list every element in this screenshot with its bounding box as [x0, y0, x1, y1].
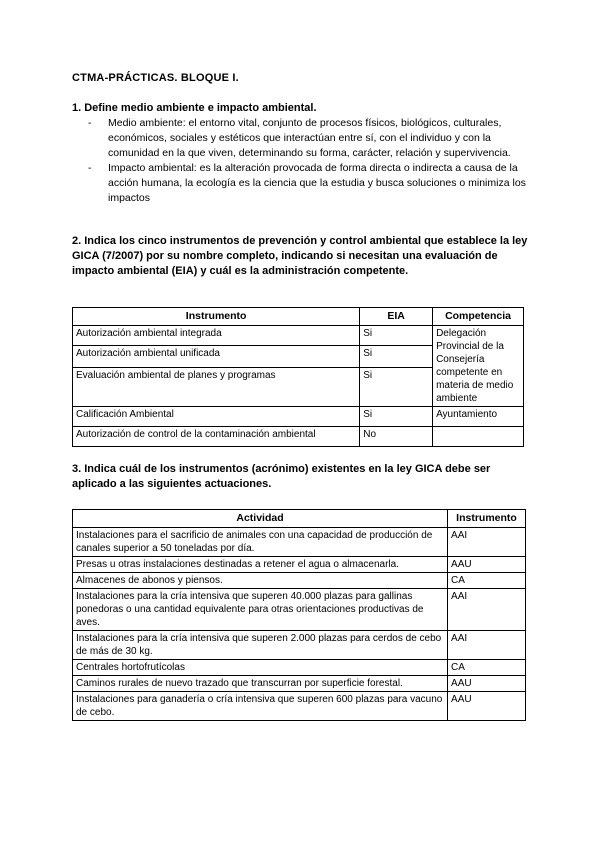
table-cell: Caminos rurales de nuevo trazado que transcurran por superficie forestal. [73, 676, 448, 692]
table-cell: AAU [448, 692, 526, 721]
table-cell: Autorización ambiental unificada [73, 346, 360, 368]
column-header: Instrumento [448, 510, 526, 528]
table-row [73, 676, 526, 692]
column-header: EIA [360, 308, 433, 326]
table-cell: AAU [448, 557, 526, 573]
table-row [73, 407, 524, 427]
actividades-table [72, 509, 526, 721]
table-cell: AAI [448, 589, 526, 631]
question-1-heading: 1. Define medio ambiente e impacto ambiental. [72, 102, 317, 114]
table-row [73, 660, 526, 676]
instrumentos-table [72, 307, 524, 447]
answer-text: Medio ambiente: el entorno vital, conjunto de procesos físicos, biológicos, culturales, económicos, sociales y estéticos que interactúan entre sí, con el individuo y con la comunidad en la que viven, determinando su forma, carácter, relación y supervivencia. [108, 117, 511, 159]
table-cell: AAI [448, 528, 526, 557]
table-cell: Instalaciones para ganadería o cría intensiva que superen 600 plazas para vacuno de cebo. [73, 692, 448, 721]
table-row [73, 692, 526, 721]
table-cell: AAI [448, 631, 526, 660]
table-cell: Evaluación ambiental de planes y programas [73, 368, 360, 407]
table-cell: Si [360, 368, 433, 407]
column-header: Instrumento [73, 308, 360, 326]
table-row [73, 557, 526, 573]
list-item: - Medio ambiente: el entorno vital, conjunto de procesos físicos, biológicos, culturales, económicos, sociales y estéticos que interactúan entre sí, con el individuo y con la comunidad en la que viven, determinando su forma, carácter, relación y supervivencia. [88, 117, 511, 159]
question-3-heading: 3. Indica cuál de los instrumentos (acrónimo) existentes en la ley GICA debe ser aplicado a las siguientes actuaciones. [72, 463, 491, 490]
table-cell: Instalaciones para el sacrificio de animales con una capacidad de producción de canales superior a 50 toneladas por día. [73, 528, 448, 557]
table-cell: CA [448, 660, 526, 676]
table-cell: AAU [448, 676, 526, 692]
document-title: CTMA-PRÁCTICAS. BLOQUE I. [72, 72, 239, 84]
table-cell: CA [448, 573, 526, 589]
table-cell: Autorización ambiental integrada [73, 326, 360, 346]
column-header: Actividad [73, 510, 448, 528]
table-cell-merged: Delegación Provincial de la Consejería competente en materia de medio ambiente [433, 326, 524, 407]
table-row [73, 631, 526, 660]
table-cell: No [360, 427, 433, 447]
question-2-heading: 2. Indica los cinco instrumentos de prevención y control ambiental que establece la ley GICA (7/2007) por su nombre completo, indicando si necesitan una evaluación de impacto ambiental (EIA) y cuál es la administración competente. [72, 235, 528, 277]
answer-text: Impacto ambiental: es la alteración provocada de forma directa o indirecta a causa de la acción humana, la ecología es la ciencia que la estudia y busca soluciones o minimiza los impactos [108, 162, 526, 204]
table-cell: Ayuntamiento [433, 407, 524, 427]
table-header-row [73, 308, 524, 326]
list-item: - Impacto ambiental: es la alteración provocada de forma directa o indirecta a causa de la acción humana, la ecología es la ciencia que la estudia y busca soluciones o minimiza los impactos [88, 162, 526, 204]
table-cell: Si [360, 326, 433, 346]
table-cell: Instalaciones para la cría intensiva que superen 2.000 plazas para cerdos de cebo de más de 30 kg. [73, 631, 448, 660]
table-row [73, 326, 524, 346]
table-cell: Centrales hortofrutícolas [73, 660, 448, 676]
table-cell: Si [360, 407, 433, 427]
question-1-answer-list [88, 116, 528, 206]
table-row [73, 589, 526, 631]
table-cell: Instalaciones para la cría intensiva que superen 40.000 plazas para gallinas ponedoras o una cantidad equivalente para otras orientaciones productivas de aves. [73, 589, 448, 631]
table-cell: Presas u otras instalaciones destinadas a retener el agua o almacenarla. [73, 557, 448, 573]
column-header: Competencia [433, 308, 524, 326]
table-cell: Autorización de control de la contaminación ambiental [73, 427, 360, 447]
table-row [73, 573, 526, 589]
table-header-row [73, 510, 526, 528]
table-cell [433, 427, 524, 447]
table-row [73, 427, 524, 447]
table-cell: Si [360, 346, 433, 368]
table-cell: Calificación Ambiental [73, 407, 360, 427]
table-cell: Almacenes de abonos y piensos. [73, 573, 448, 589]
table-row [73, 528, 526, 557]
